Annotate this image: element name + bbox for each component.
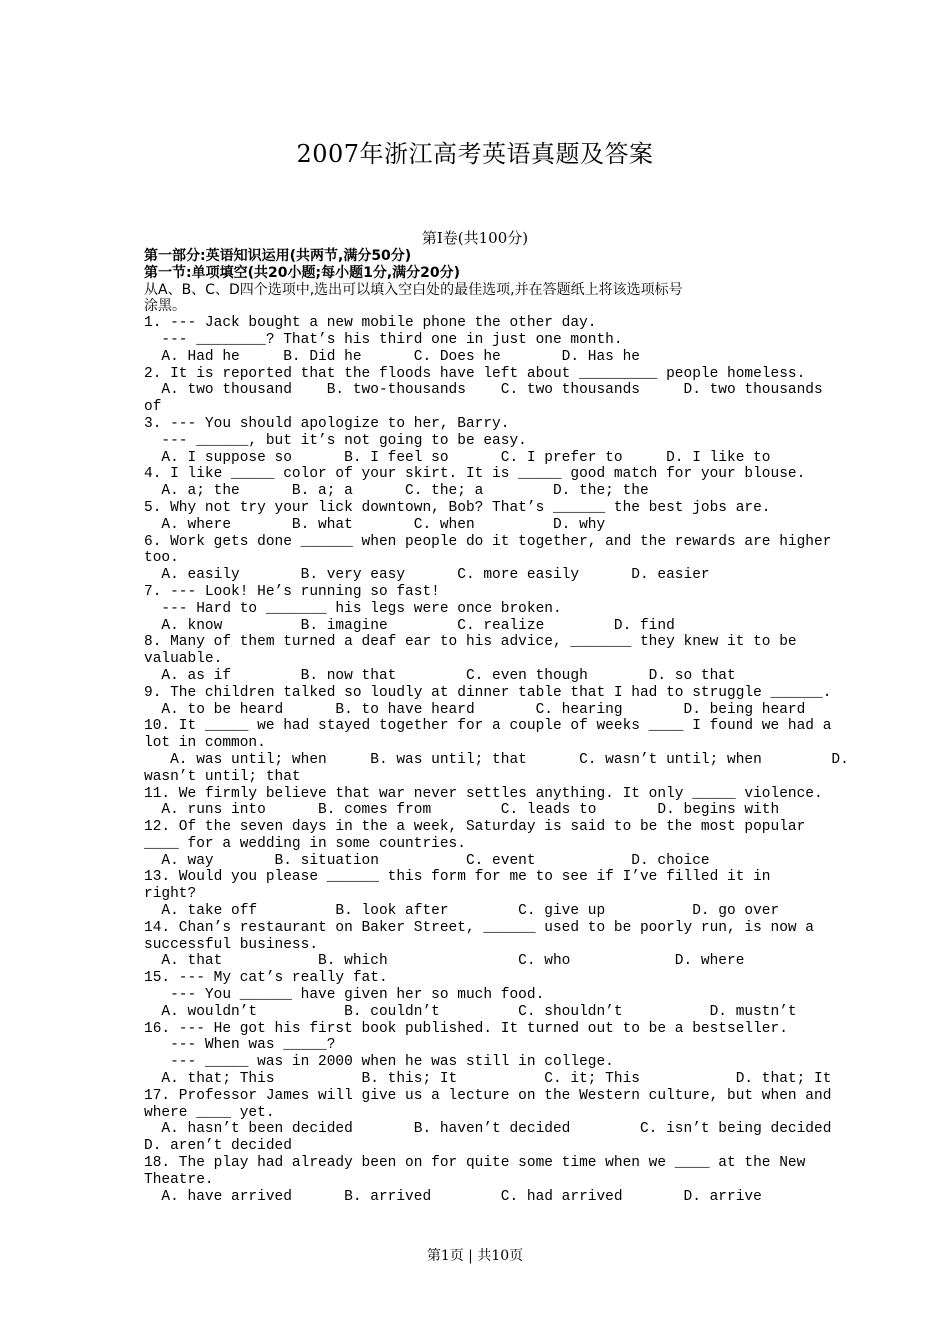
- question-line: A. way B. situation C. event D. choice: [144, 852, 710, 869]
- question-line: --- ________? That’s his third one in just one month.: [144, 331, 623, 348]
- question-line: 11. We firmly believe that war never settles anything. It only _____ violence.: [144, 785, 823, 802]
- question-line: A. that B. which C. who D. where: [144, 953, 745, 970]
- question-line: too.: [144, 550, 179, 567]
- question-line: 18. The play had already been on for quite some time when we ____ at the New: [144, 1155, 806, 1172]
- question-line: A. hasn’t been decided B. haven’t decided C. isn’t being decided: [144, 1121, 832, 1138]
- question-line: 3. --- You should apologize to her, Barry.: [144, 415, 510, 432]
- question-line: --- Hard to _______ his legs were once broken.: [144, 600, 562, 617]
- question-line: D. aren’t decided: [144, 1138, 292, 1155]
- question-line: wasn’t until; that: [144, 768, 301, 785]
- question-line: 13. Would you please ______ this form for me to see if I’ve filled it in: [144, 869, 771, 886]
- question-line: valuable.: [144, 651, 223, 668]
- question-line: 5. Why not try your lick downtown, Bob? That’s ______ the best jobs are.: [144, 499, 771, 516]
- question-line: A. wouldn’t B. couldn’t C. shouldn’t D. mustn’t: [144, 1003, 797, 1020]
- question-line: A. easily B. very easy C. more easily D. easier: [144, 567, 710, 584]
- instructions-line: 从A、B、C、D四个选项中,选出可以填入空白处的最佳选项,并在答题纸上将该选项标号: [144, 281, 683, 298]
- question-line: A. where B. what C. when D. why: [144, 516, 606, 533]
- question-line: A. two thousand B. two-thousands C. two thousands D. two thousands: [144, 382, 823, 399]
- question-line: A. to be heard B. to have heard C. hearing D. being heard: [144, 701, 806, 718]
- question-line: successful business.: [144, 936, 319, 953]
- question-line: 6. Work gets done ______ when people do it together, and the rewards are higher: [144, 533, 832, 550]
- question-line: A. that; This B. this; It C. it; This D. that; It: [144, 1071, 832, 1088]
- question-line: 12. Of the seven days in the a week, Saturday is said to be the most popular: [144, 819, 806, 836]
- question-line: --- When was _____?: [144, 1037, 336, 1054]
- question-line: A. know B. imagine C. realize D. find: [144, 617, 675, 634]
- part-heading: 第一部分:英语知识运用(共两节,满分50分): [144, 248, 412, 264]
- question-line: right?: [144, 886, 197, 903]
- question-line: --- _____ was in 2000 when he was still in college.: [144, 1054, 614, 1071]
- question-line: --- ______, but it’s not going to be easy.: [144, 432, 527, 449]
- question-line: A. I suppose so B. I feel so C. I prefer to D. I like to: [144, 449, 771, 466]
- question-line: 8. Many of them turned a deaf ear to his advice, _______ they knew it to be: [144, 634, 797, 651]
- document-body: [144, 248, 849, 1205]
- instructions-line: 涂黑。: [144, 298, 186, 315]
- question-line: Theatre.: [144, 1171, 214, 1188]
- question-line: 17. Professor James will give us a lecture on the Western culture, but when and: [144, 1087, 832, 1104]
- question-line: A. Had he B. Did he C. Does he D. Has he: [144, 348, 640, 365]
- question-line: A. have arrived B. arrived C. had arrived D. arrive: [144, 1188, 762, 1205]
- question-line: 2. It is reported that the floods have left about _________ people homeless.: [144, 365, 806, 382]
- question-line: A. as if B. now that C. even though D. so that: [144, 667, 736, 684]
- question-line: 1. --- Jack bought a new mobile phone the other day.: [144, 315, 597, 332]
- question-line: 4. I like _____ color of your skirt. It is _____ good match for your blouse.: [144, 466, 806, 483]
- document-title: 2007年浙江高考英语真题及答案: [296, 140, 654, 168]
- question-line: 7. --- Look! He’s running so fast!: [144, 583, 440, 600]
- question-line: A. take off B. look after C. give up D. go over: [144, 903, 780, 920]
- question-line: 10. It _____ we had stayed together for a couple of weeks ____ I found we had a: [144, 718, 832, 735]
- question-line: lot in common.: [144, 735, 266, 752]
- section-heading: 第一节:单项填空(共20小题;每小题1分,满分20分): [144, 264, 461, 281]
- question-line: --- You ______ have given her so much food.: [144, 987, 545, 1004]
- question-line: where ____ yet.: [144, 1104, 275, 1121]
- question-line: ____ for a wedding in some countries.: [144, 835, 466, 852]
- question-line: 16. --- He got his first book published. It turned out to be a bestseller.: [144, 1020, 788, 1037]
- question-line: of: [144, 399, 162, 416]
- question-line: 14. Chan’s restaurant on Baker Street, ______ used to be poorly run, is now a: [144, 919, 815, 936]
- question-line: 9. The children talked so loudly at dinner table that I had to struggle ______.: [144, 684, 832, 701]
- page-footer: 第1页 | 共10页: [426, 1248, 524, 1264]
- question-list: [144, 315, 849, 1205]
- question-line: 15. --- My cat’s really fat.: [144, 970, 388, 987]
- question-line: A. a; the B. a; a C. the; a D. the; the: [144, 483, 649, 500]
- question-line: A. was until; when B. was until; that C. wasn’t until; when D.: [144, 751, 849, 768]
- question-line: A. runs into B. comes from C. leads to D. begins with: [144, 802, 780, 819]
- volume-heading: 第Ⅰ卷(共100分): [421, 229, 529, 247]
